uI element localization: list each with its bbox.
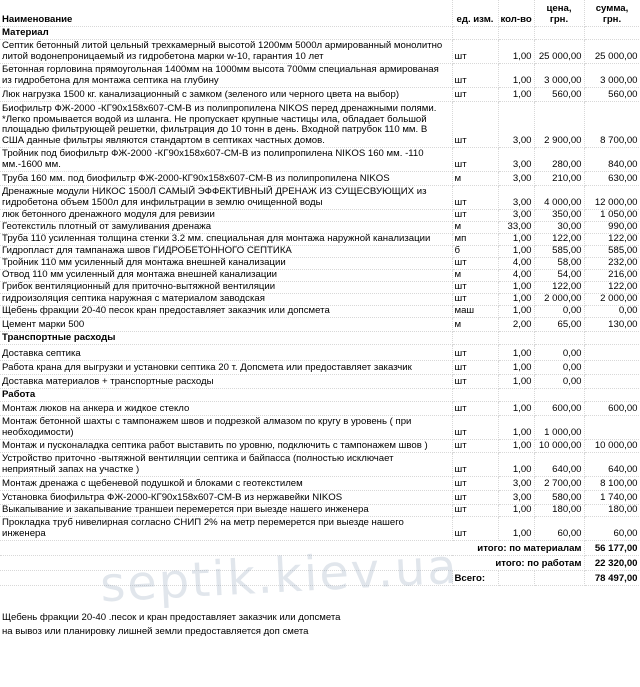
item-price: 600,00 xyxy=(534,402,584,416)
item-sum: 1 050,00 xyxy=(584,210,640,222)
item-sum: 8 100,00 xyxy=(584,477,640,491)
item-unit: шт xyxy=(452,477,498,491)
item-sum: 560,00 xyxy=(584,88,640,102)
item-name: Бетонная горловина прямоугольная 1400мм на 1000мм высота 700мм специальная армированая из гидробетона для монтажа септика на глубину xyxy=(0,64,452,88)
item-sum: 585,00 xyxy=(584,246,640,258)
table-row xyxy=(0,517,640,541)
empty-cell xyxy=(534,332,584,345)
header-price: цена, грн. xyxy=(534,0,584,27)
table-row xyxy=(0,148,640,172)
empty-cell xyxy=(452,27,498,40)
item-name: Тройник 110 мм усиленный для монтажа внешней канализации xyxy=(0,258,452,270)
item-name: Биофильтр ФЖ-2000 -КГ90х158х607-СМ-В из полипропилена NIKOS перед дренажными полями. *Легко промывается водой из шланга. Не пропускает крупные частицы ила, обладает большой площадью фильтрующей решетки, фильтрация до 10 тонн в день. Входной патрубок 110 мм. В США данные фильтры являются стандартом в септиках частных домов. xyxy=(0,102,452,148)
total-value: 56 177,00 xyxy=(584,541,640,556)
item-qty: 3,00 xyxy=(498,210,534,222)
total-row xyxy=(0,571,640,586)
total-label: итого: по работам xyxy=(0,556,584,571)
table-row xyxy=(0,306,640,318)
item-name: Работа крана для выгрузки и установки септика 20 т. Допсмета или предоставляет заказчик xyxy=(0,361,452,375)
item-sum: 990,00 xyxy=(584,222,640,234)
item-name: Геотекстиль плотный от замуливания дренажа xyxy=(0,222,452,234)
item-sum: 60,00 xyxy=(584,517,640,541)
item-name: Прокладка труб нивелирная согласно СНИП 2% на метр перемерется при выезде нашего инженера xyxy=(0,517,452,541)
item-name: Труба 160 мм. под биофильтр ФЖ-2000-КГ90х158х607-СМ-В из полипропилена NIKOS xyxy=(0,172,452,186)
item-name: Грибок вентиляционный для приточно-вытяжной вентиляции xyxy=(0,282,452,294)
item-qty: 1,00 xyxy=(498,88,534,102)
header-unit: ед. изм. xyxy=(452,0,498,27)
item-price: 2 000,00 xyxy=(534,294,584,306)
total-label: Всего: xyxy=(452,571,498,586)
header-qty: кол-во xyxy=(498,0,534,27)
item-name: Отвод 110 мм усиленный для монтажа внешней канализации xyxy=(0,270,452,282)
table-row xyxy=(0,186,640,210)
item-name: люк бетонного дренажного модуля для ревизии xyxy=(0,210,452,222)
item-qty: 3,00 xyxy=(498,102,534,148)
item-price: 30,00 xyxy=(534,222,584,234)
item-sum xyxy=(584,361,640,375)
item-qty: 1,00 xyxy=(498,234,534,246)
header-sum: сумма, грн. xyxy=(584,0,640,27)
item-price: 580,00 xyxy=(534,491,584,505)
item-name: Дренажные модули НИКОС 1500Л САМЫЙ ЭФФЕКТИВНЫЙ ДРЕНАЖ ИЗ СУЩЕСВУЮЩИХ из гидробетона объем 1500л для инфильтрации в землю очищенной воды xyxy=(0,186,452,210)
item-name: Люк нагрузка 1500 кг. канализационный с замком (зеленого или черного цвета на выбор) xyxy=(0,88,452,102)
table-row xyxy=(0,102,640,148)
item-price: 3 000,00 xyxy=(534,64,584,88)
header-row xyxy=(0,0,640,27)
item-sum: 122,00 xyxy=(584,234,640,246)
item-price: 0,00 xyxy=(534,306,584,318)
item-qty: 3,00 xyxy=(498,491,534,505)
item-unit: шт xyxy=(452,64,498,88)
item-price: 180,00 xyxy=(534,505,584,517)
item-qty: 1,00 xyxy=(498,64,534,88)
item-qty: 4,00 xyxy=(498,270,534,282)
item-qty: 1,00 xyxy=(498,345,534,361)
empty-cell xyxy=(498,332,534,345)
table-row xyxy=(0,258,640,270)
item-price: 122,00 xyxy=(534,282,584,294)
item-price: 210,00 xyxy=(534,172,584,186)
item-unit: шт xyxy=(452,258,498,270)
table-row xyxy=(0,375,640,389)
item-sum: 8 700,00 xyxy=(584,102,640,148)
table-row xyxy=(0,477,640,491)
total-value: 78 497,00 xyxy=(584,571,640,586)
item-sum: 0,00 xyxy=(584,306,640,318)
table-row xyxy=(0,361,640,375)
item-unit: шт xyxy=(452,345,498,361)
item-qty: 1,00 xyxy=(498,375,534,389)
item-sum xyxy=(584,345,640,361)
empty-cell xyxy=(498,389,534,402)
item-price: 640,00 xyxy=(534,453,584,477)
empty-cell xyxy=(584,332,640,345)
item-unit: шт xyxy=(452,491,498,505)
total-row xyxy=(0,556,640,571)
item-name: гидроизоляция септика наружная с материалом заводская xyxy=(0,294,452,306)
note-row xyxy=(0,610,640,624)
table-row xyxy=(0,345,640,361)
item-price: 10 000,00 xyxy=(534,440,584,453)
item-qty: 1,00 xyxy=(498,40,534,64)
item-qty: 1,00 xyxy=(498,294,534,306)
item-qty: 3,00 xyxy=(498,172,534,186)
item-price: 560,00 xyxy=(534,88,584,102)
item-name: Тройник под биофильтр ФЖ-2000 -КГ90х158х607-СМ-В из полипропилена NIKOS 160 мм. -110 мм.-1600 мм. xyxy=(0,148,452,172)
item-sum: 216,00 xyxy=(584,270,640,282)
empty-cell xyxy=(584,389,640,402)
item-name: Щебень фракции 20-40 песок кран предоставляет заказчик или допсмета xyxy=(0,306,452,318)
item-qty: 1,00 xyxy=(498,505,534,517)
table-row xyxy=(0,88,640,102)
blank-row xyxy=(0,586,640,599)
item-unit: м xyxy=(452,222,498,234)
table-row xyxy=(0,491,640,505)
table-row xyxy=(0,282,640,294)
empty-cell xyxy=(0,586,640,599)
item-price: 60,00 xyxy=(534,517,584,541)
item-unit: б xyxy=(452,246,498,258)
item-qty: 33,00 xyxy=(498,222,534,234)
item-unit: шт xyxy=(452,210,498,222)
item-unit: шт xyxy=(452,517,498,541)
item-sum: 600,00 xyxy=(584,402,640,416)
item-sum: 180,00 xyxy=(584,505,640,517)
table-row xyxy=(0,246,640,258)
item-name: Гидропласт для тампанажа швов ГИДРОБЕТОННОГО СЕПТИКА xyxy=(0,246,452,258)
item-sum: 232,00 xyxy=(584,258,640,270)
item-price: 0,00 xyxy=(534,361,584,375)
empty-cell xyxy=(498,27,534,40)
item-qty: 1,00 xyxy=(498,440,534,453)
section-title: Материал xyxy=(0,27,452,40)
item-sum: 1 740,00 xyxy=(584,491,640,505)
item-unit: м xyxy=(452,270,498,282)
item-price: 122,00 xyxy=(534,234,584,246)
item-name: Септик бетонный литой цельный трехкамерный высотой 1200мм 5000л армированный монолитно литой водонепроницаемый из гидробетона марки w-10, гарантия 10 лет xyxy=(0,40,452,64)
empty-cell xyxy=(534,389,584,402)
item-qty: 1,00 xyxy=(498,402,534,416)
total-value: 22 320,00 xyxy=(584,556,640,571)
empty-cell xyxy=(452,332,498,345)
section-header xyxy=(0,27,640,40)
item-unit: шт xyxy=(452,505,498,517)
watermark-logo: septik.kiev.ua xyxy=(98,538,460,614)
item-unit: шт xyxy=(452,148,498,172)
item-name: Монтаж люков на анкера и жидкое стекло xyxy=(0,402,452,416)
empty-cell xyxy=(584,27,640,40)
note-text: Щебень фракции 20-40 .песок и кран предоставляет заказчик или допсмета xyxy=(0,610,640,624)
item-sum: 640,00 xyxy=(584,453,640,477)
item-qty: 1,00 xyxy=(498,416,534,440)
table-row xyxy=(0,172,640,186)
item-sum: 10 000,00 xyxy=(584,440,640,453)
empty-cell xyxy=(534,27,584,40)
item-unit: м xyxy=(452,172,498,186)
item-sum xyxy=(584,416,640,440)
item-price: 350,00 xyxy=(534,210,584,222)
item-unit: шт xyxy=(452,402,498,416)
item-price: 25 000,00 xyxy=(534,40,584,64)
table-row xyxy=(0,453,640,477)
empty-cell xyxy=(0,571,452,586)
item-price: 585,00 xyxy=(534,246,584,258)
item-qty: 2,00 xyxy=(498,318,534,332)
total-label: итого: по материалам xyxy=(0,541,584,556)
item-price: 2 900,00 xyxy=(534,102,584,148)
table-row xyxy=(0,210,640,222)
table-row xyxy=(0,505,640,517)
item-sum: 840,00 xyxy=(584,148,640,172)
item-qty: 3,00 xyxy=(498,477,534,491)
table-row xyxy=(0,294,640,306)
item-unit: шт xyxy=(452,282,498,294)
item-price: 4 000,00 xyxy=(534,186,584,210)
blank-row xyxy=(0,598,640,610)
item-name: Выкапывание и закапывание траншеи перемерется при выезде нашего инженера xyxy=(0,505,452,517)
item-name: Монтаж дренажа с щебеневой подушкой и блоками с геотекстилем xyxy=(0,477,452,491)
item-unit: шт xyxy=(452,88,498,102)
item-price: 280,00 xyxy=(534,148,584,172)
item-price: 2 700,00 xyxy=(534,477,584,491)
table-row xyxy=(0,440,640,453)
item-unit: маш xyxy=(452,306,498,318)
item-qty: 4,00 xyxy=(498,258,534,270)
item-sum: 122,00 xyxy=(584,282,640,294)
item-qty: 3,00 xyxy=(498,148,534,172)
item-unit: шт xyxy=(452,375,498,389)
table-row xyxy=(0,416,640,440)
note-text: на вывоз или планировку лишней земли предоставляется доп смета xyxy=(0,624,640,638)
empty-cell xyxy=(452,389,498,402)
item-sum: 3 000,00 xyxy=(584,64,640,88)
item-sum: 630,00 xyxy=(584,172,640,186)
item-unit: м xyxy=(452,318,498,332)
item-name: Монтаж бетонной шахты с тампонажем швов и подрезкой алмазом по кругу в уровень ( при необходимости) xyxy=(0,416,452,440)
item-price: 1 000,00 xyxy=(534,416,584,440)
item-name: Доставка материалов + транспортные расходы xyxy=(0,375,452,389)
item-unit: шт xyxy=(452,453,498,477)
table-row xyxy=(0,40,640,64)
item-unit: шт xyxy=(452,361,498,375)
item-unit: шт xyxy=(452,440,498,453)
empty-cell xyxy=(0,598,640,610)
table-row xyxy=(0,234,640,246)
item-unit: шт xyxy=(452,186,498,210)
item-sum: 2 000,00 xyxy=(584,294,640,306)
item-qty: 3,00 xyxy=(498,186,534,210)
item-unit: шт xyxy=(452,102,498,148)
item-unit: шт xyxy=(452,416,498,440)
table-row xyxy=(0,222,640,234)
total-row xyxy=(0,541,640,556)
section-title: Транспортные расходы xyxy=(0,332,452,345)
item-qty: 1,00 xyxy=(498,282,534,294)
item-name: Устройство приточно -вытяжной вентиляции септика и байпасса (полностью исключает неприятный запах на участке ) xyxy=(0,453,452,477)
item-price: 54,00 xyxy=(534,270,584,282)
item-unit: шт xyxy=(452,40,498,64)
note-row xyxy=(0,624,640,638)
item-unit: мп xyxy=(452,234,498,246)
empty-cell xyxy=(534,571,584,586)
item-price: 0,00 xyxy=(534,375,584,389)
item-qty: 1,00 xyxy=(498,453,534,477)
item-unit: шт xyxy=(452,294,498,306)
header-name: Наименование xyxy=(0,0,452,27)
item-price: 58,00 xyxy=(534,258,584,270)
item-sum xyxy=(584,375,640,389)
item-qty: 1,00 xyxy=(498,361,534,375)
item-sum: 12 000,00 xyxy=(584,186,640,210)
empty-cell xyxy=(498,571,534,586)
item-sum: 130,00 xyxy=(584,318,640,332)
item-price: 0,00 xyxy=(534,345,584,361)
item-qty: 1,00 xyxy=(498,246,534,258)
item-sum: 25 000,00 xyxy=(584,40,640,64)
item-qty: 1,00 xyxy=(498,517,534,541)
item-name: Цемент марки 500 xyxy=(0,318,452,332)
section-header xyxy=(0,332,640,345)
item-name: Монтаж и пусконаладка септика работ выставить по уровню, подключить с тампонажем швов ) xyxy=(0,440,452,453)
table-row xyxy=(0,270,640,282)
item-name: Установка биофильтра ФЖ-2000-КГ90х158х607-СМ-В из нержавейки NIKOS xyxy=(0,491,452,505)
item-name: Доставка септика xyxy=(0,345,452,361)
table-row xyxy=(0,402,640,416)
table-row xyxy=(0,64,640,88)
item-qty: 1,00 xyxy=(498,306,534,318)
item-name: Труба 110 усиленная толщина стенки 3.2 мм. специальная для монтажа наружной канализации xyxy=(0,234,452,246)
table-row xyxy=(0,318,640,332)
item-price: 65,00 xyxy=(534,318,584,332)
section-header xyxy=(0,389,640,402)
section-title: Работа xyxy=(0,389,452,402)
